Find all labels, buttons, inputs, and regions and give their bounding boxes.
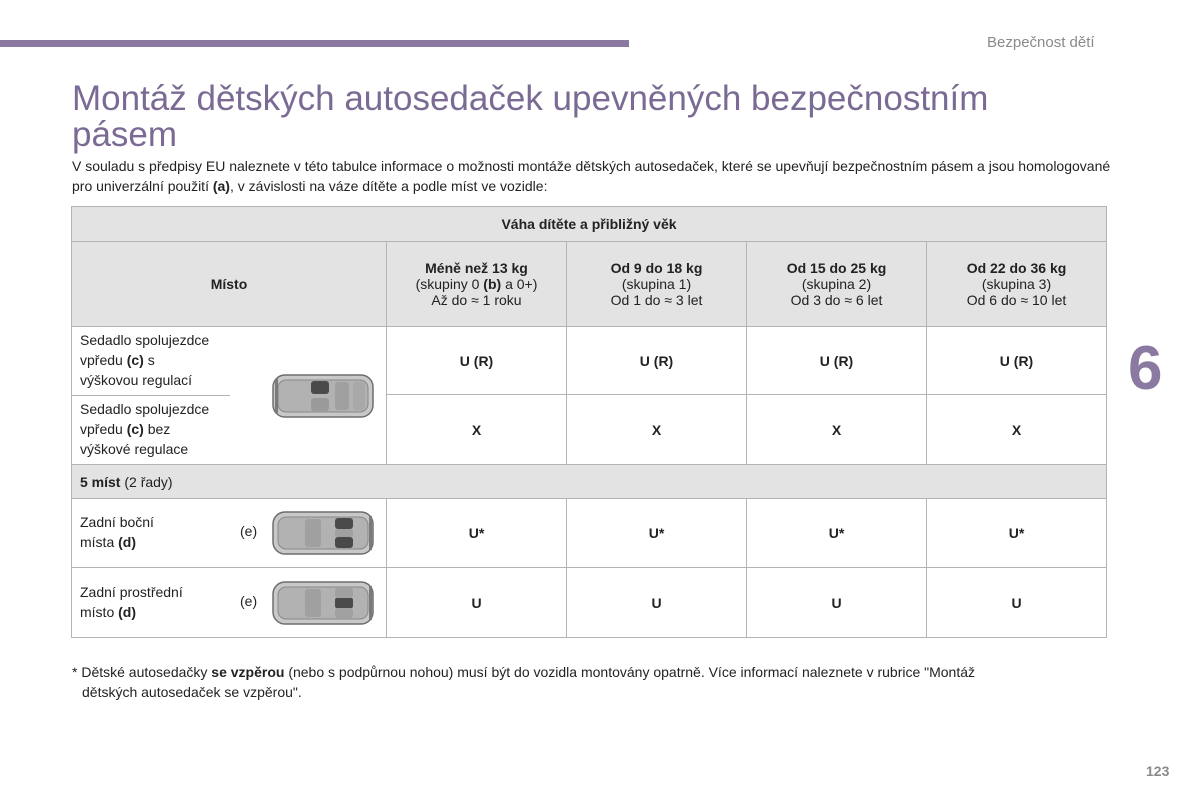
- column-group: [747, 276, 926, 292]
- row-label-ref: (c): [126, 421, 144, 437]
- column-age: Od 6 do ≈ 10 let: [966, 292, 1067, 308]
- column-header: [567, 242, 747, 327]
- page-number: 123: [1146, 763, 1170, 779]
- column-title: Od 15 do 25 kg: [786, 260, 887, 276]
- value-cell: U (R): [567, 327, 747, 395]
- intro-ref-a: (a): [212, 178, 230, 194]
- column-group-text: (skupina 3): [981, 276, 1052, 292]
- row-label-text-end: s: [143, 352, 155, 368]
- row-label: [80, 399, 209, 459]
- footnote: [72, 662, 1112, 702]
- column-group: [927, 276, 1106, 292]
- seat-group-label: 5 míst: [80, 473, 121, 490]
- section-title: Bezpečnost dětí: [987, 34, 1095, 51]
- column-header: [927, 242, 1107, 327]
- column-header: [387, 242, 567, 327]
- footnote-text: * Dětské autosedačky: [72, 664, 212, 680]
- row-label-text: místa: [80, 534, 119, 550]
- footnote-text-end: (nebo s podpůrnou nohou) musí být do vozidla montovány opatrně. Více informací naleznete v rubrice "Montáž: [284, 664, 976, 680]
- value-cell: X: [747, 395, 927, 465]
- row-label-ref: (c): [126, 352, 144, 368]
- value-cell: U: [927, 568, 1107, 638]
- row-label-line: Sedadlo spolujezdce: [80, 332, 210, 348]
- row-label-line: výškové regulace: [80, 441, 189, 457]
- row-label-line: [80, 532, 154, 552]
- value-cell: U*: [747, 499, 927, 568]
- front-seat-position-cell: [72, 327, 387, 465]
- intro-text-end: , v závislosti na váze dítěte a podle míst ve vozidle:: [229, 178, 548, 194]
- value-cell: U: [567, 568, 747, 638]
- row-label-text: vpředu: [80, 421, 127, 437]
- column-age: Od 3 do ≈ 6 let: [790, 292, 883, 308]
- value-cell: U: [387, 568, 567, 638]
- column-header: [747, 242, 927, 327]
- column-age: Od 1 do ≈ 3 let: [610, 292, 703, 308]
- car-rear-side-seat-icon: [271, 508, 377, 558]
- value-cell: U (R): [387, 327, 567, 395]
- value-cell: X: [387, 395, 567, 465]
- car-rear-middle-seat-icon: [271, 578, 377, 628]
- row-label-text: vpředu: [80, 352, 127, 368]
- note-ref: (e): [240, 523, 258, 539]
- column-title: Od 22 do 36 kg: [966, 260, 1067, 276]
- row-label-line: [80, 419, 209, 439]
- rear-side-position-cell: [72, 499, 387, 568]
- car-front-seat-icon: [271, 371, 377, 421]
- row-label-ref: (d): [118, 604, 137, 620]
- rear-middle-position-cell: [72, 568, 387, 638]
- row-label-line: [80, 602, 183, 622]
- position-header: Místo: [72, 242, 387, 327]
- value-cell: X: [567, 395, 747, 465]
- column-group-ref: (b): [483, 276, 502, 292]
- row-label-text-end: bez: [143, 421, 171, 437]
- column-group-text-end: a 0+): [501, 276, 538, 292]
- footnote-line: [72, 662, 1112, 682]
- row-label-line: Zadní prostřední: [80, 584, 183, 600]
- note-ref: (e): [240, 593, 258, 609]
- weight-age-header: Váha dítěte a přibližný věk: [72, 207, 1107, 242]
- row-label: [80, 512, 154, 552]
- chapter-number: 6: [1128, 334, 1163, 403]
- page-title: Montáž dětských autosedaček upevněných bezpečnostním pásem: [72, 79, 989, 154]
- column-age: Až do ≈ 1 roku: [431, 292, 522, 308]
- row-divider: [72, 395, 230, 396]
- row-label-ref: (d): [118, 534, 137, 550]
- value-cell: U*: [927, 499, 1107, 568]
- value-cell: U (R): [747, 327, 927, 395]
- seat-group-row: [72, 465, 1107, 499]
- column-group-text: (skupiny 0: [415, 276, 484, 292]
- row-label: [80, 582, 183, 622]
- child-seat-table: [71, 206, 1107, 638]
- row-label-text: místo: [80, 604, 119, 620]
- top-accent-bar: [0, 40, 629, 47]
- column-title: Méně než 13 kg: [425, 260, 528, 276]
- seat-group-rows: (2 řady): [120, 473, 173, 490]
- row-label: [80, 330, 209, 390]
- value-cell: U: [747, 568, 927, 638]
- value-cell: U*: [567, 499, 747, 568]
- column-group-text: (skupina 2): [801, 276, 872, 292]
- column-group: [387, 276, 566, 292]
- column-title: Od 9 do 18 kg: [610, 260, 703, 276]
- column-group: [567, 276, 746, 292]
- intro-text: V souladu s předpisy EU naleznete v této tabulce informace o možnosti montáže dětských autosedaček, které se upevňují bezpečnostním pásem a jsou homologované pro univerzální použití: [72, 158, 1111, 194]
- value-cell: U*: [387, 499, 567, 568]
- row-label-line: Sedadlo spolujezdce: [80, 401, 210, 417]
- row-label-line: výškovou regulací: [80, 372, 193, 388]
- value-cell: X: [927, 395, 1107, 465]
- column-group-text: (skupina 1): [621, 276, 692, 292]
- value-cell: U (R): [927, 327, 1107, 395]
- row-label-line: [80, 350, 209, 370]
- row-label-line: Zadní boční: [80, 514, 154, 530]
- intro-paragraph: [72, 156, 1112, 196]
- footnote-line: dětských autosedaček se vzpěrou".: [82, 684, 302, 700]
- footnote-bold: se vzpěrou: [211, 664, 285, 680]
